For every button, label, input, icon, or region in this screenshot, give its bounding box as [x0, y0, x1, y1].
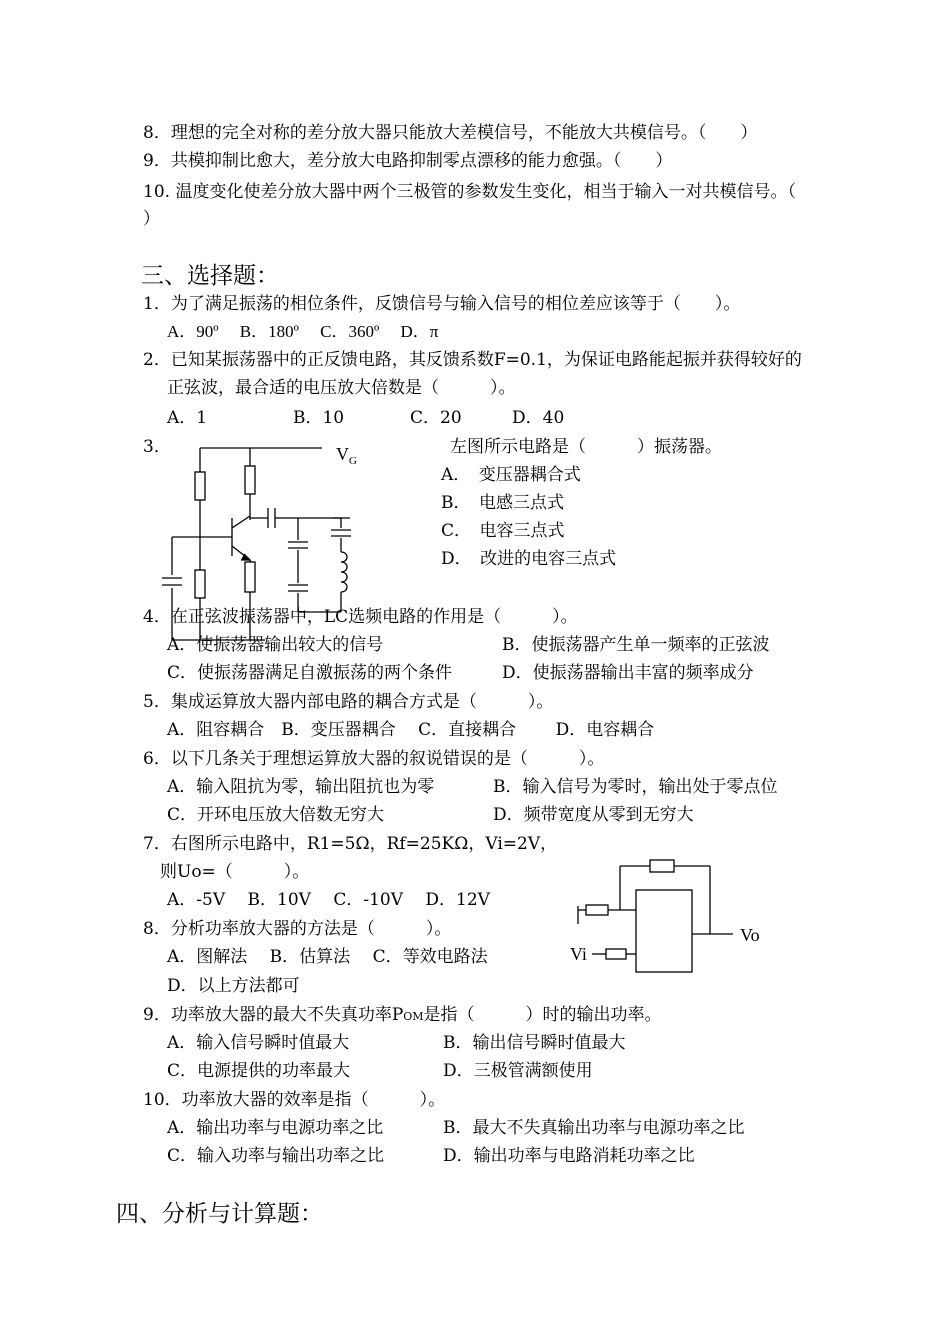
- q4-option-c: C．使振荡器满足自激振荡的两个条件: [167, 663, 453, 683]
- q10-option-b: B．最大不失真输出功率与电源功率之比: [443, 1118, 745, 1138]
- q6-option-c: C．开环电压放大倍数无穷大: [167, 805, 385, 825]
- q1-options: A．90º B．180º C．360º D．π: [167, 322, 439, 341]
- q2-option-a: A．1: [167, 408, 208, 428]
- q7-stem-line1: 7．右图所示电路中，R1=5Ω，Rf=25KΩ，Vi=2V，: [143, 834, 558, 854]
- q6-option-a: A．输入阻抗为零，输出阻抗也为零: [167, 777, 435, 797]
- q2-stem-line2: 正弦波，最合适的电压放大倍数是（ ）。: [167, 378, 516, 398]
- q8-stem: 8．分析功率放大器的方法是（ ）。: [143, 919, 452, 939]
- q2-option-d: D．40: [512, 408, 565, 428]
- q3-option-d: D． 改进的电容三点式: [441, 549, 617, 569]
- q6-stem: 6．以下几条关于理想运算放大器的叙说错误的是（ ）。: [143, 749, 605, 769]
- vi-label: Vi: [570, 944, 587, 964]
- section3-title: 三、选择题：: [141, 263, 279, 289]
- q10-option-a: A．输出功率与电源功率之比: [167, 1118, 384, 1138]
- tf-q10-line1: 10. 温度变化使差分放大器中两个三极管的参数发生变化，相当于输入一对共模信号。（: [143, 182, 796, 202]
- q2-option-c: C．20: [410, 408, 462, 428]
- q1-stem: 1．为了满足振荡的相位条件，反馈信号与输入信号的相位差应该等于（ ）。: [143, 294, 741, 314]
- q8-option-d: D．以上方法都可: [167, 976, 300, 996]
- tf-q8: 8．理想的完全对称的差分放大器只能放大差模信号，不能放大共模信号。（ ）: [143, 123, 758, 143]
- vo-label: Vo: [740, 925, 760, 945]
- q10-option-d: D．输出功率与电路消耗功率之比: [443, 1146, 695, 1166]
- vg-label: $V_G$: [336, 444, 357, 467]
- q3-stem: 左图所示电路是（ ）振荡器。: [450, 437, 722, 457]
- q9-stem: 9．功率放大器的最大不失真功率POM是指（ ）时的输出功率。: [143, 1005, 662, 1025]
- q3-option-c: C． 电容三点式: [441, 521, 565, 541]
- q7-options: A．-5V B．10V C．-10V D．12V: [167, 890, 490, 910]
- q9-option-a: A．输入信号瞬时值最大: [167, 1033, 350, 1053]
- q3-number: 3．: [143, 437, 171, 457]
- q7-stem-line2: 则Uo=（ ）。: [160, 862, 310, 882]
- q4-stem: 4．在正弦波振荡器中，LC选频电路的作用是（ ）。: [143, 607, 578, 627]
- q3-option-a: A． 变压器耦合式: [441, 465, 581, 485]
- q5-stem: 5．集成运算放大器内部电路的耦合方式是（ ）。: [143, 692, 554, 712]
- q10-stem: 10．功率放大器的效率是指（ ）。: [143, 1090, 446, 1110]
- q8-options: A．图解法 B．估算法 C．等效电路法: [167, 947, 488, 967]
- section4-title: 四、分析与计算题：: [116, 1201, 323, 1227]
- q6-option-b: B．输入信号为零时，输出处于零点位: [493, 777, 778, 797]
- q2-option-b: B．10: [293, 408, 345, 428]
- q10-option-c: C．输入功率与输出功率之比: [167, 1146, 385, 1166]
- q9-option-b: B．输出信号瞬时值最大: [443, 1033, 626, 1053]
- q4-option-a: A．使振荡器输出较大的信号: [167, 635, 384, 655]
- q9-option-d: D．三极管满额使用: [443, 1061, 593, 1081]
- q9-option-c: C．电源提供的功率最大: [167, 1061, 351, 1081]
- q2-stem-line1: 2．已知某振荡器中的正反馈电路，其反馈系数F=0.1，为保证电路能起振并获得较好的: [143, 350, 802, 370]
- tf-q9: 9．共模抑制比愈大，差分放大电路抑制零点漂移的能力愈强。（ ）: [143, 151, 673, 171]
- q3-option-b: B． 电感三点式: [441, 493, 564, 513]
- tf-q10-line2: ）: [143, 209, 160, 229]
- q4-option-d: D．使振荡器输出丰富的频率成分: [502, 663, 754, 683]
- q6-option-d: D．频带宽度从零到无穷大: [493, 805, 694, 825]
- q5-options: A．阻容耦合 B．变压器耦合 C．直接耦合 D．电容耦合: [167, 720, 655, 740]
- q4-option-b: B．使振荡器产生单一频率的正弦波: [502, 635, 770, 655]
